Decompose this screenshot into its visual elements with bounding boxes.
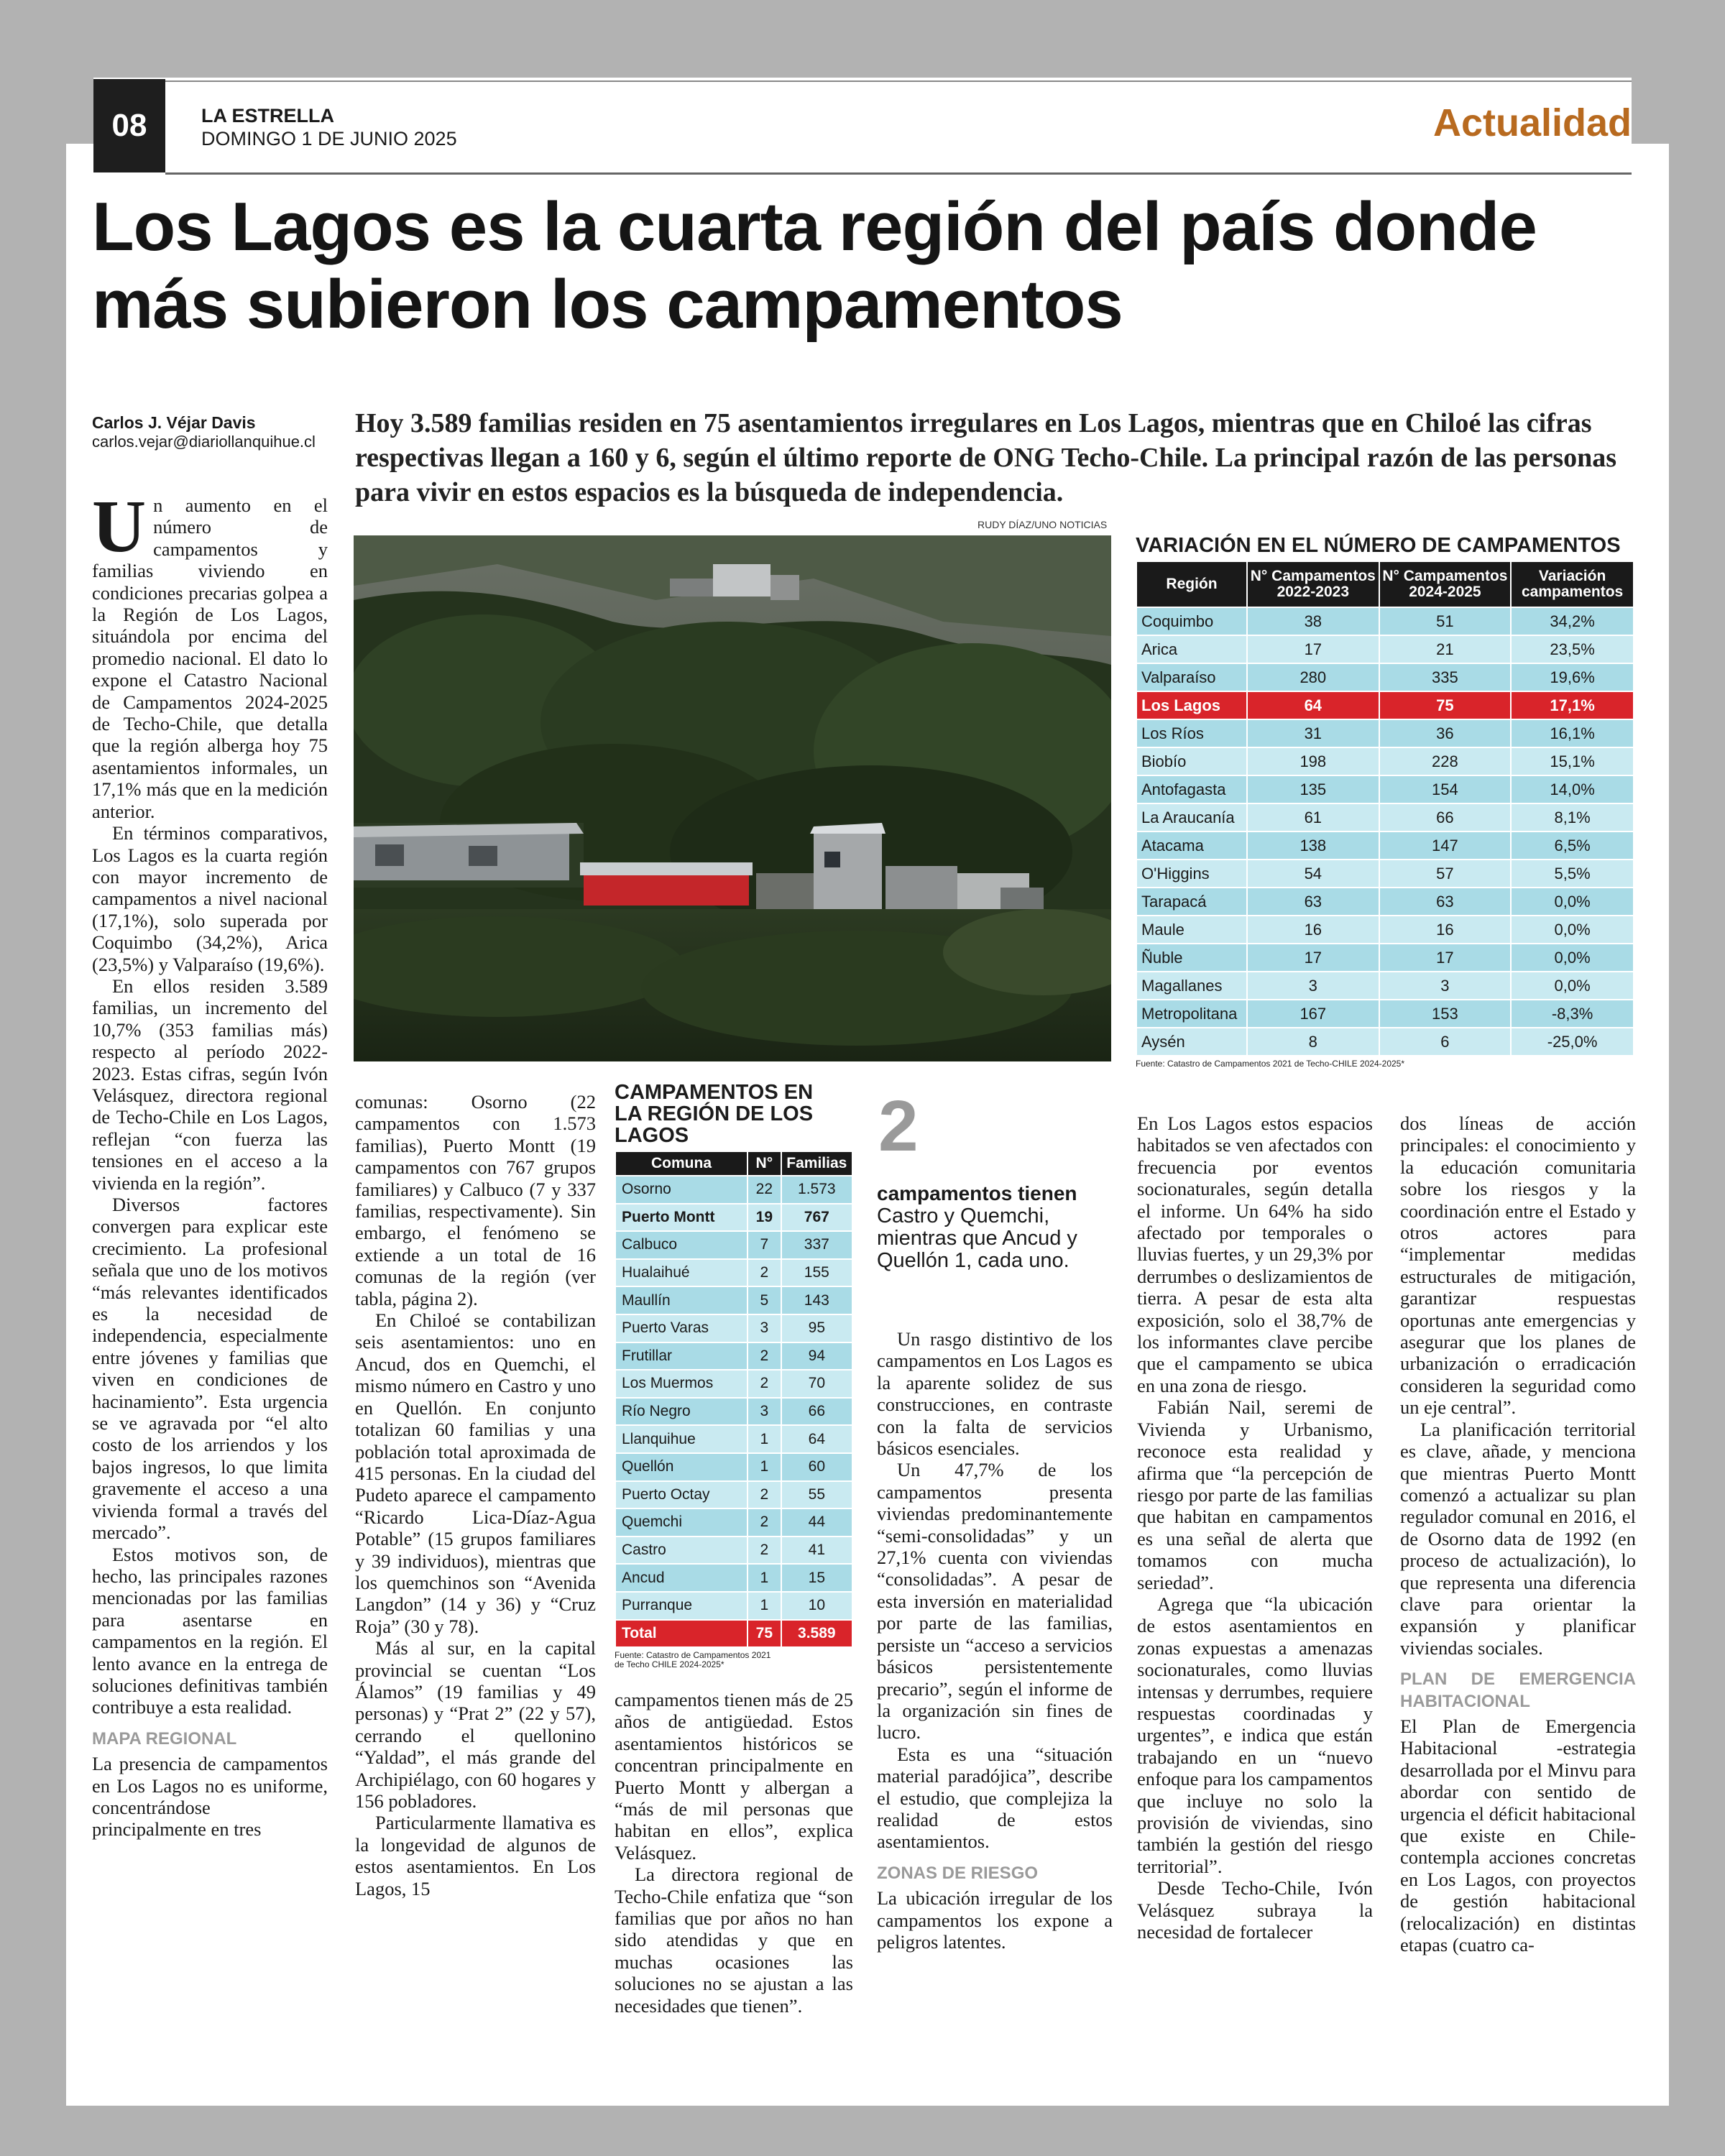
value-cell: 0,0% <box>1511 972 1634 1000</box>
variation-table-row <box>1136 831 1634 860</box>
settlement-photo <box>354 535 1111 1061</box>
callout-bold: campamentos tienen <box>877 1182 1077 1204</box>
comuna-cell: Purranque <box>615 1592 748 1620</box>
value-cell: 60 <box>781 1453 852 1481</box>
regional-table-row <box>615 1564 852 1592</box>
value-cell: 228 <box>1379 747 1512 775</box>
value-cell: 0,0% <box>1511 916 1634 944</box>
lead-paragraph: Hoy 3.589 familias residen en 75 asentamientos irregulares en Los Lagos, mientras que en Chiloé las cifras respectivas llegan a 160 y 6, según el último reporte de ONG Techo-Chile. La principal razón de las personas para vivir en estos espacios es la búsqueda de independencia. <box>355 408 1617 507</box>
regional-table-row <box>615 1398 852 1426</box>
col3-paragraph-2: La directora regional de Techo-Chile enfatiza que “son familias que por años no han sido atendidas y que en muchas ocasiones las soluciones no se ajustan a las necesidades que tienen”. <box>615 1864 853 2017</box>
column-1 <box>92 485 328 1841</box>
value-cell: 44 <box>781 1508 852 1537</box>
variation-table-row <box>1136 972 1634 1000</box>
variation-table-title: VARIACIÓN EN EL NÚMERO DE CAMPAMENTOS <box>1136 534 1621 557</box>
value-cell: 51 <box>1379 607 1512 635</box>
col6-paragraph-2: La planificación territorial es clave, añade, y menciona que mientras Puerto Montt comenzó a actualizar su plan regulador comunal en 2016, el de Osorno data de 1992 (en proceso de actualización), lo que representa una diferencia clave para orientar la expansión y planificar viviendas sociales. <box>1400 1418 1636 1659</box>
value-cell: 1 <box>748 1453 781 1481</box>
value-cell: 1 <box>748 1592 781 1620</box>
value-cell: 21 <box>1379 635 1512 663</box>
value-cell: 138 <box>1247 831 1379 860</box>
region-cell: Biobío <box>1136 747 1247 775</box>
value-cell: 3 <box>1379 972 1512 1000</box>
value-cell: 94 <box>781 1342 852 1370</box>
value-cell: 57 <box>1379 860 1512 888</box>
col-header-families: Familias <box>781 1151 852 1176</box>
column-6 <box>1400 1112 1636 1955</box>
value-cell: 63 <box>1247 888 1379 916</box>
value-cell: 154 <box>1379 775 1512 803</box>
value-cell: 3 <box>748 1398 781 1426</box>
comuna-cell: Maullín <box>615 1286 748 1314</box>
drop-cap: U <box>92 485 147 568</box>
comuna-cell: Osorno <box>615 1176 748 1204</box>
headline: Los Lagos es la cuarta región del país donde más subieron los campamentos <box>92 188 1537 343</box>
variation-table <box>1136 561 1634 1056</box>
value-cell: 38 <box>1247 607 1379 635</box>
comuna-cell: Llanquihue <box>615 1425 748 1453</box>
value-cell: 14,0% <box>1511 775 1634 803</box>
value-cell: 0,0% <box>1511 888 1634 916</box>
comuna-cell: Los Muermos <box>615 1370 748 1398</box>
value-cell: 31 <box>1247 719 1379 747</box>
variation-table-row <box>1136 1000 1634 1028</box>
variation-table-row <box>1136 775 1634 803</box>
variation-table-source: Fuente: Catastro de Campamentos 2021 de Techo-CHILE 2024-2025* <box>1136 1059 1405 1069</box>
comuna-cell: Quemchi <box>615 1508 748 1537</box>
value-cell: 198 <box>1247 747 1379 775</box>
region-cell: Arica <box>1136 635 1247 663</box>
value-cell: -8,3% <box>1511 1000 1634 1028</box>
value-cell: 22 <box>748 1176 781 1204</box>
region-cell: Aysén <box>1136 1028 1247 1056</box>
subheading-mapa-regional: MAPA REGIONAL <box>92 1728 237 1749</box>
value-cell: 36 <box>1379 719 1512 747</box>
value-cell: 17 <box>1379 944 1512 972</box>
value-cell: 19 <box>748 1204 781 1232</box>
region-cell: Los Ríos <box>1136 719 1247 747</box>
variation-table-row <box>1136 803 1634 831</box>
col5-paragraph-2: Fabián Nail, seremi de Vivienda y Urbanismo, reconoce esta realidad y afirma que “la percepción de riesgo por parte de las familias que habitan en campamentos es una señal de alerta que tomamos con mucha seriedad”. <box>1137 1396 1373 1593</box>
col4-paragraph-3: Esta es una “situación material paradójica”, describe el estudio, que complejiza la realidad de estos asentamientos. <box>877 1743 1113 1853</box>
newspaper-name: LA ESTRELLA <box>201 105 334 126</box>
col-header-count: N° <box>748 1151 781 1176</box>
variation-table-row <box>1136 747 1634 775</box>
regional-table-row <box>615 1592 852 1620</box>
comuna-cell: Río Negro <box>615 1398 748 1426</box>
region-cell: La Araucanía <box>1136 803 1247 831</box>
value-cell: 95 <box>781 1314 852 1342</box>
variation-table-row <box>1136 607 1634 635</box>
regional-table <box>615 1151 853 1648</box>
value-cell: 63 <box>1379 888 1512 916</box>
col-header-region: Región <box>1136 561 1247 607</box>
region-cell: Metropolitana <box>1136 1000 1247 1028</box>
photo-credit: RUDY DÍAZ/UNO NOTICIAS <box>978 519 1108 530</box>
col-header-variation: Variación campamentos <box>1511 561 1634 607</box>
value-cell: 64 <box>781 1425 852 1453</box>
col4-paragraph-4: La ubicación irregular de los campamentos los expone a peligros latentes. <box>877 1887 1113 1953</box>
col1-paragraph-2: En términos comparativos, Los Lagos es la cuarta región con mayor incremento de campamentos a nivel nacional (17,1%), solo superada por Coquimbo (34,2%), Arica (23,5%) y Valparaíso (19,6%). <box>92 822 328 975</box>
col1-paragraph-1 <box>92 485 328 822</box>
col2-paragraph-1: comunas: Osorno (22 campamentos con 1.573 familias), Puerto Montt (19 campamentos con 767 grupos familiares) y Calbuco (7 y 337 familias, respectivamente). Sin embargo, el fenómeno se extiende a un total de 16 comunas de la región (ver tabla, página 2). <box>355 1091 596 1309</box>
regional-table-row <box>615 1259 852 1287</box>
value-cell: 66 <box>781 1398 852 1426</box>
value-cell: 1 <box>748 1425 781 1453</box>
value-cell: 16 <box>1379 916 1512 944</box>
col1-paragraph-6: La presencia de campamentos en Los Lagos no es uniforme, concentrándose principalmente en tres <box>92 1753 328 1841</box>
col1-paragraph-4: Diversos factores convergen para explicar este crecimiento. La profesional señala que uno de los motivos “más relevantes identificados es la necesidad de independencia, especialmente entre jóvenes y familias que viven en condiciones de hacinamiento”. Esta urgencia se ve agravada por “el alto costo de los arriendos y los bajos ingresos, lo que limita gravemente el acceso a una vivienda formal a través del mercado”. <box>92 1194 328 1544</box>
comuna-cell: Ancud <box>615 1564 748 1592</box>
header-top-rule <box>165 80 1632 82</box>
value-cell: 64 <box>1247 691 1379 719</box>
regional-table-row <box>615 1537 852 1565</box>
callout-body: Castro y Quemchi, mientras que Ancud y Quellón 1, cada uno. <box>877 1204 1077 1272</box>
regional-table-row <box>615 1231 852 1259</box>
region-cell: Valparaíso <box>1136 663 1247 691</box>
total-value-cell: 3.589 <box>781 1620 852 1648</box>
value-cell: 143 <box>781 1286 852 1314</box>
value-cell: 6,5% <box>1511 831 1634 860</box>
comuna-cell: Puerto Montt <box>615 1204 748 1232</box>
col1-p1-text: n aumento en el número de campamentos y familias viviendo en condiciones precarias golpea a la Región de Los Lagos, situándola por encima del promedio nacional. El dato lo expone el Catastro Nacional de Campamentos 2024-2025 de Techo-Chile, que detalla que la región alberga hoy 75 asentamientos informales, un 17,1% más que en la medición anterior. <box>92 494 328 822</box>
variation-table-row <box>1136 719 1634 747</box>
regional-table-row <box>615 1453 852 1481</box>
value-cell: 17 <box>1247 635 1379 663</box>
comuna-cell: Castro <box>615 1537 748 1565</box>
column-3 <box>615 1689 853 2017</box>
region-cell: Tarapacá <box>1136 888 1247 916</box>
comuna-cell: Hualaihué <box>615 1259 748 1287</box>
region-cell: Magallanes <box>1136 972 1247 1000</box>
col5-paragraph-3: Agrega que “la ubicación de estos asentamientos en zonas expuestas a amenazas socionaturales, como lluvias intensas y derrumbes, requiere respuestas coordinadas y urgentes”, e indica que están trabajando en un “nuevo enfoque para los campamentos que incluye no solo la provisión de viviendas, sino también la gestión del riesgo territorial”. <box>1137 1593 1373 1877</box>
regional-table-row <box>615 1342 852 1370</box>
regional-table-title: CAMPAMENTOS EN LA REGIÓN DE LOS LAGOS <box>615 1081 814 1147</box>
value-cell: 17 <box>1247 944 1379 972</box>
value-cell: 2 <box>748 1342 781 1370</box>
value-cell: 17,1% <box>1511 691 1634 719</box>
col1-paragraph-3: En ellos residen 3.589 familias, un incremento del 10,7% (353 familias más) respecto al período 2022-2023. Estas cifras, según Ivón Velásquez, directora regional de Techo-Chile en Los Lagos, reflejan “con fuerza las tensiones en el acceso a la vivienda en la región”. <box>92 975 328 1194</box>
comuna-cell: Frutillar <box>615 1342 748 1370</box>
value-cell: 2 <box>748 1508 781 1537</box>
author-name: Carlos J. Véjar Davis <box>92 413 256 432</box>
col-header-2024: N° Campamentos 2024-2025 <box>1379 561 1512 607</box>
comuna-cell: Puerto Varas <box>615 1314 748 1342</box>
col6-paragraph-3: El Plan de Emergencia Habitacional -estrategia desarrollada por el Minvu para abordar con sentido de urgencia el déficit habitacional que existe en Chile- contempla acciones concretas en Los Lagos, con proyectos de gestión habitacional (relocalización) en distintas etapas (cuatro ca- <box>1400 1715 1636 1956</box>
value-cell: 767 <box>781 1204 852 1232</box>
comuna-cell: Puerto Octay <box>615 1481 748 1509</box>
region-cell: Los Lagos <box>1136 691 1247 719</box>
value-cell: 153 <box>1379 1000 1512 1028</box>
variation-table-row <box>1136 888 1634 916</box>
value-cell: 280 <box>1247 663 1379 691</box>
variation-table-row <box>1136 916 1634 944</box>
variation-table-row <box>1136 860 1634 888</box>
col5-paragraph-4: Desde Techo-Chile, Ivón Velásquez subraya la necesidad de fortalecer <box>1137 1877 1373 1943</box>
issue-date: DOMINGO 1 DE JUNIO 2025 <box>201 128 457 149</box>
value-cell: 6 <box>1379 1028 1512 1056</box>
variation-table-row <box>1136 663 1634 691</box>
regional-table-total-row <box>615 1620 852 1648</box>
column-5 <box>1137 1112 1373 1943</box>
variation-table-row <box>1136 1028 1634 1056</box>
variation-table-block <box>1136 535 1634 1069</box>
value-cell: 3 <box>748 1314 781 1342</box>
value-cell: 3 <box>1247 972 1379 1000</box>
region-cell: O'Higgins <box>1136 860 1247 888</box>
col2-paragraph-2: En Chiloé se contabilizan seis asentamientos: uno en Ancud, dos en Quemchi, el mismo número en Castro y uno en Quellón. En conjunto totalizan 60 familias y una población total aproximada de 415 personas. En la ciudad del Pudeto aparece el campamento “Ricardo Lica-Díaz-Agua Potable” (15 grupos familiares y 39 individuos), mientras que los quemchinos son “Avenida Langdon” (14 y 36) y “Cruz Roja” (30 y 78). <box>355 1309 596 1637</box>
value-cell: 1 <box>748 1564 781 1592</box>
col2-paragraph-4: Particularmente llamativa es la longevidad de algunos de estos asentamientos. En Los Lagos, 15 <box>355 1812 596 1899</box>
col6-paragraph-1: dos líneas de acción principales: el conocimiento y la educación comunitaria sobre los riesgos y la coordinación entre el Estado y otros actores para “implementar medidas estructurales de mitigación, garantizar respuestas oportunas ante emergencias y asegurar que los planes de urbanización o erradicación consideren la seguridad como un eje central”. <box>1400 1112 1636 1419</box>
value-cell: 8,1% <box>1511 803 1634 831</box>
value-cell: 16,1% <box>1511 719 1634 747</box>
value-cell: 8 <box>1247 1028 1379 1056</box>
value-cell: 66 <box>1379 803 1512 831</box>
col2-paragraph-3: Más al sur, en la capital provincial se cuentan “Los Álamos” (19 familias y 49 personas) y “Prat 2” (22 y 57), cerrando el quellonino “Yaldad”, el más grande del Archipiélago, con 60 hogares y 156 pobladores. <box>355 1637 596 1812</box>
header-bottom-rule <box>165 172 1632 175</box>
value-cell: 135 <box>1247 775 1379 803</box>
subheading-zonas-de-riesgo: ZONAS DE RIESGO <box>877 1863 1039 1883</box>
regional-table-row <box>615 1286 852 1314</box>
value-cell: -25,0% <box>1511 1028 1634 1056</box>
col5-paragraph-1: En Los Lagos estos espacios habitados se ven afectados con frecuencia por eventos socionaturales, según detalla el informe. Un 64% ha sido afectado por temporales o lluvias fuertes, y un 29,3% por derrumbes o deslizamientos de tierra. A pesar de esta alta exposición, solo el 38,7% de los informantes clave percibe que el campamento se ubica en una zona de riesgo. <box>1137 1112 1373 1396</box>
value-cell: 2 <box>748 1537 781 1565</box>
col4-paragraph-1: Un rasgo distintivo de los campamentos en Los Lagos es la aparente solidez de sus construcciones, en contraste con la falta de servicios básicos esenciales. <box>877 1328 1113 1460</box>
section-label: Actualidad <box>1432 101 1632 144</box>
region-cell: Antofagasta <box>1136 775 1247 803</box>
value-cell: 41 <box>781 1537 852 1565</box>
value-cell: 54 <box>1247 860 1379 888</box>
value-cell: 167 <box>1247 1000 1379 1028</box>
value-cell: 155 <box>781 1259 852 1287</box>
regional-table-row <box>615 1508 852 1537</box>
region-cell: Ñuble <box>1136 944 1247 972</box>
value-cell: 2 <box>748 1259 781 1287</box>
value-cell: 75 <box>1379 691 1512 719</box>
regional-table-row <box>615 1481 852 1509</box>
value-cell: 147 <box>1379 831 1512 860</box>
value-cell: 34,2% <box>1511 607 1634 635</box>
variation-table-row <box>1136 635 1634 663</box>
author-email: carlos.vejar@diariollanquihue.cl <box>92 433 316 451</box>
region-cell: Atacama <box>1136 831 1247 860</box>
col3-paragraph-1: campamentos tienen más de 25 años de antigüedad. Estos asentamientos históricos se concentran principalmente en Puerto Montt y albergan a “más de mil personas que habitan en ellos”, explica Velásquez. <box>615 1689 853 1864</box>
value-cell: 16 <box>1247 916 1379 944</box>
variation-table-row <box>1136 691 1634 719</box>
regional-table-row <box>615 1425 852 1453</box>
regional-table-row <box>615 1204 852 1232</box>
callout-number: 2 <box>878 1086 919 1166</box>
value-cell: 55 <box>781 1481 852 1509</box>
value-cell: 15 <box>781 1564 852 1592</box>
value-cell: 1.573 <box>781 1176 852 1204</box>
page-number: 08 <box>93 79 165 172</box>
value-cell: 19,6% <box>1511 663 1634 691</box>
value-cell: 2 <box>748 1481 781 1509</box>
variation-table-row <box>1136 944 1634 972</box>
value-cell: 5 <box>748 1286 781 1314</box>
value-cell: 5,5% <box>1511 860 1634 888</box>
regional-table-row <box>615 1370 852 1398</box>
region-cell: Maule <box>1136 916 1247 944</box>
regional-table-row <box>615 1176 852 1204</box>
col-header-2022: N° Campamentos 2022-2023 <box>1247 561 1379 607</box>
value-cell: 15,1% <box>1511 747 1634 775</box>
col-header-comuna: Comuna <box>615 1151 748 1176</box>
total-value-cell: 75 <box>748 1620 781 1648</box>
callout-text <box>877 1182 1114 1272</box>
value-cell: 10 <box>781 1592 852 1620</box>
settlement-photo-image <box>354 535 1111 1061</box>
value-cell: 70 <box>781 1370 852 1398</box>
total-label-cell: Total <box>615 1620 748 1648</box>
regional-table-block <box>615 1082 853 1669</box>
byline <box>92 413 316 451</box>
comuna-cell: Calbuco <box>615 1231 748 1259</box>
col4-paragraph-2: Un 47,7% de los campamentos presenta viviendas predominantemente “semi-consolidadas” y un 27,1% cuenta con viviendas “consolidadas”. A pesar de esta inversión en materialidad por parte de las familias, persiste un “acceso a servicios básicos persistentemente precario”, según el informe de la organización sin fines de lucro. <box>877 1459 1113 1743</box>
value-cell: 7 <box>748 1231 781 1259</box>
value-cell: 23,5% <box>1511 635 1634 663</box>
regional-table-row <box>615 1314 852 1342</box>
value-cell: 0,0% <box>1511 944 1634 972</box>
regional-table-source: Fuente: Catastro de Campamentos 2021 de Techo CHILE 2024-2025* <box>615 1650 771 1670</box>
column-2 <box>355 1091 596 1899</box>
value-cell: 2 <box>748 1370 781 1398</box>
column-4 <box>877 1328 1113 1953</box>
subheading-plan-emergencia: PLAN DE EMERGENCIA HABITACIONAL <box>1400 1669 1636 1711</box>
value-cell: 337 <box>781 1231 852 1259</box>
comuna-cell: Quellón <box>615 1453 748 1481</box>
region-cell: Coquimbo <box>1136 607 1247 635</box>
col1-paragraph-5: Estos motivos son, de hecho, las principales razones mencionadas por las familias para asentarse en campamentos en la región. El lento avance en la entrega de soluciones definitivas también contribuye a esta realidad. <box>92 1543 328 1718</box>
value-cell: 335 <box>1379 663 1512 691</box>
value-cell: 61 <box>1247 803 1379 831</box>
